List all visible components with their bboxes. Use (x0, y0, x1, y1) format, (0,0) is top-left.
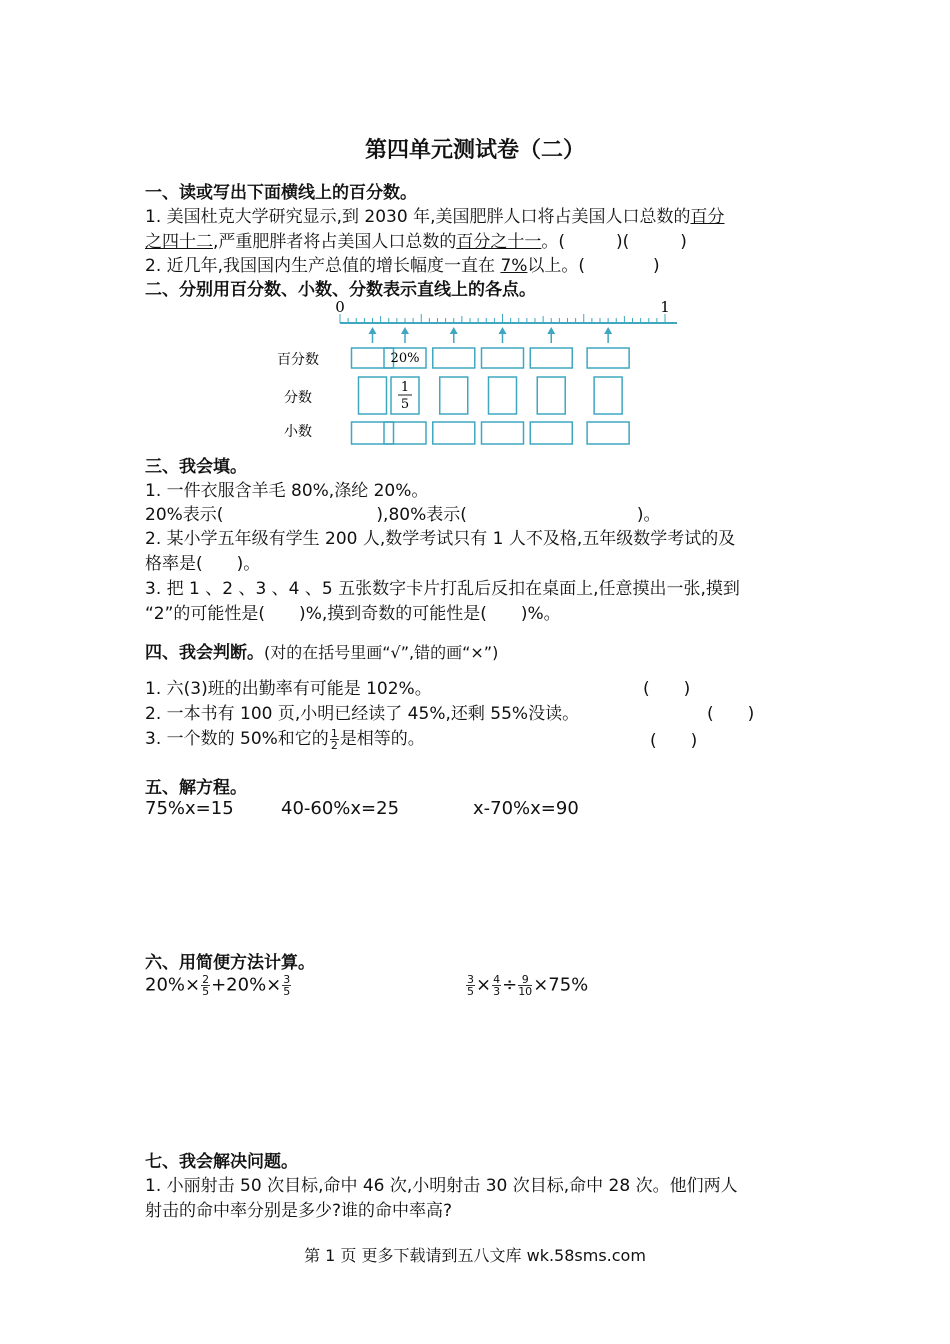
section-4-heading: 四、我会判断。 (145, 643, 264, 663)
percent-box (587, 348, 629, 368)
sec4-q2-paren: ( ) (707, 704, 755, 724)
calc-expression-1 (145, 974, 292, 997)
sec3-q1: 1. 一件衣服含羊毛 80%,涤纶 20%。 (145, 481, 429, 501)
sec4-q3-fraction (330, 728, 339, 751)
fraction-denominator: 2 (330, 738, 338, 752)
sec7-q1-line1: 1. 小丽射击 50 次目标,命中 46 次,小明射击 30 次目标,命中 28 次。他们两人 (145, 1176, 738, 1196)
example-percent: 20% (390, 351, 420, 366)
decimal-box (433, 422, 475, 444)
fraction-numerator: 3 (283, 973, 291, 986)
fraction-numerator: 1 (330, 726, 338, 740)
sec1-q2-text-a: 2. 近几年,我国国内生产总值的增长幅度一直在 (145, 256, 501, 276)
point-arrow-head (499, 327, 507, 334)
expr1-fraction-2 (282, 974, 291, 997)
number-line-diagram (260, 295, 700, 450)
row-label-decimal: 小数 (284, 424, 312, 440)
sec3-q1-blanks: 20%表示( ),80%表示( )。 (145, 505, 661, 525)
fraction-box (359, 377, 387, 414)
sec1-q2-underline: 7% (500, 256, 528, 276)
expr1-part-a: 20%× (145, 974, 201, 996)
sec1-q1-line1 (145, 202, 725, 227)
percent-box (352, 348, 394, 368)
percent-box (482, 348, 524, 368)
page-title: 第四单元测试卷（二） (364, 137, 585, 163)
fraction-numerator: 4 (493, 973, 501, 986)
fraction-denominator: 3 (493, 985, 501, 998)
expr1-fraction-1 (201, 974, 210, 997)
section-5-heading: 五、解方程。 (145, 778, 247, 798)
sec3-q2-line1: 2. 某小学五年级有学生 200 人,数学考试只有 1 人不及格,五年级数学考试的及 (145, 529, 736, 549)
decimal-box (530, 422, 572, 444)
equation-3: x-70%x=90 (473, 798, 579, 819)
fraction-box (537, 377, 565, 414)
axis-label-one: 1 (660, 298, 670, 316)
number-line (340, 314, 677, 323)
section-1-heading: 一、读或写出下面横线上的百分数。 (145, 183, 417, 203)
point-arrow-head (547, 327, 555, 334)
section-4-note: (对的在括号里画“√”,错的画“×”) (264, 643, 499, 662)
sec1-q1-text-a: 1. 美国杜克大学研究显示,到 2030 年,美国肥胖人口将占美国人口总数的 (145, 207, 691, 227)
sec1-q1-underline-1a: 百分 (690, 207, 725, 227)
example-fraction-denominator: 5 (400, 397, 410, 412)
equation-1: 75%x=15 (145, 798, 234, 819)
decimal-box (482, 422, 524, 444)
point-arrow-head (369, 327, 377, 334)
row-label-fraction: 分数 (284, 390, 312, 406)
sec4-heading-line (145, 638, 498, 663)
sec7-q1-line2: 射击的命中率分别是多少?谁的命中率高? (145, 1201, 453, 1221)
fraction-box (489, 377, 517, 414)
sec3-q3-line1: 3. 把 1 、2 、3 、4 、5 五张数字卡片打乱后反扣在桌面上,任意摸出一张,摸到 (145, 579, 740, 599)
percent-box (530, 348, 572, 368)
sec1-q1-underline-1b: 之四十二 (145, 232, 213, 252)
sec4-q2: 2. 一本书有 100 页,小明已经读了 45%,还剩 55%没读。 (145, 704, 580, 724)
fraction-denominator: 10 (518, 985, 533, 998)
sec4-q3-paren: ( ) (650, 731, 698, 751)
point-arrow-head (604, 327, 612, 334)
sec1-q2-text-b: 以上。( ) (527, 256, 660, 276)
decimal-box (587, 422, 629, 444)
fraction-numerator: 3 (467, 973, 474, 986)
expr2-operator-2: ÷ (502, 974, 518, 996)
fraction-numerator: 2 (202, 973, 210, 986)
expr2-fraction-2 (492, 974, 501, 997)
section-3-heading: 三、我会填。 (145, 457, 247, 477)
point-arrow-head (450, 327, 458, 334)
point-arrows (369, 327, 613, 343)
sec1-q2 (145, 251, 660, 276)
sec4-q1-paren: ( ) (643, 679, 691, 699)
sec4-q1: 1. 六(3)班的出勤率有可能是 102%。 (145, 679, 432, 699)
example-fraction-numerator: 1 (400, 380, 410, 395)
sec4-q3-text-a: 3. 一个数的 50%和它的 (145, 729, 329, 749)
sec3-q3-line2: “2”的可能性是( )%,摸到奇数的可能性是( )%。 (145, 604, 561, 624)
axis-label-zero: 0 (335, 298, 345, 316)
section-6-heading: 六、用简便方法计算。 (145, 953, 315, 973)
sec1-q1-underline-2: 百分之十一 (456, 232, 542, 252)
calc-expression-2 (465, 974, 588, 997)
sec3-q2-line2: 格率是( )。 (145, 554, 261, 574)
section-2-heading: 二、分别用百分数、小数、分数表示直线上的各点。 (145, 280, 536, 300)
expr2-operator-1: × (476, 974, 492, 996)
expr2-fraction-3 (518, 974, 532, 997)
row-label-percent: 百分数 (277, 352, 319, 368)
fraction-denominator: 5 (467, 985, 474, 998)
section-7-heading: 七、我会解决问题。 (145, 1152, 298, 1172)
sec4-q3-text-b: 是相等的。 (339, 729, 425, 749)
sec1-q1-text-b: ,严重肥胖者将占美国人口总数的 (213, 232, 457, 252)
page-footer: 第 1 页 更多下载请到五八文库 wk.58sms.com (304, 1246, 646, 1265)
point-arrow-head (401, 327, 409, 334)
equation-2: 40-60%x=25 (281, 798, 400, 819)
expr2-tail: ×75% (533, 974, 589, 996)
sec4-q3 (145, 724, 425, 751)
decimal-box (352, 422, 394, 444)
expr1-part-b: +20%× (211, 974, 282, 996)
fraction-numerator: 9 (518, 974, 532, 986)
fraction-box (440, 377, 468, 414)
fraction-box (594, 377, 622, 414)
expr2-fraction-1 (466, 974, 475, 997)
sec1-q1-line2 (145, 227, 687, 252)
decimal-box (384, 422, 426, 444)
fraction-denominator: 5 (283, 985, 291, 998)
fraction-denominator: 5 (202, 985, 210, 998)
percent-box (433, 348, 475, 368)
sec1-q1-text-c: 。( )( ) (541, 232, 687, 252)
